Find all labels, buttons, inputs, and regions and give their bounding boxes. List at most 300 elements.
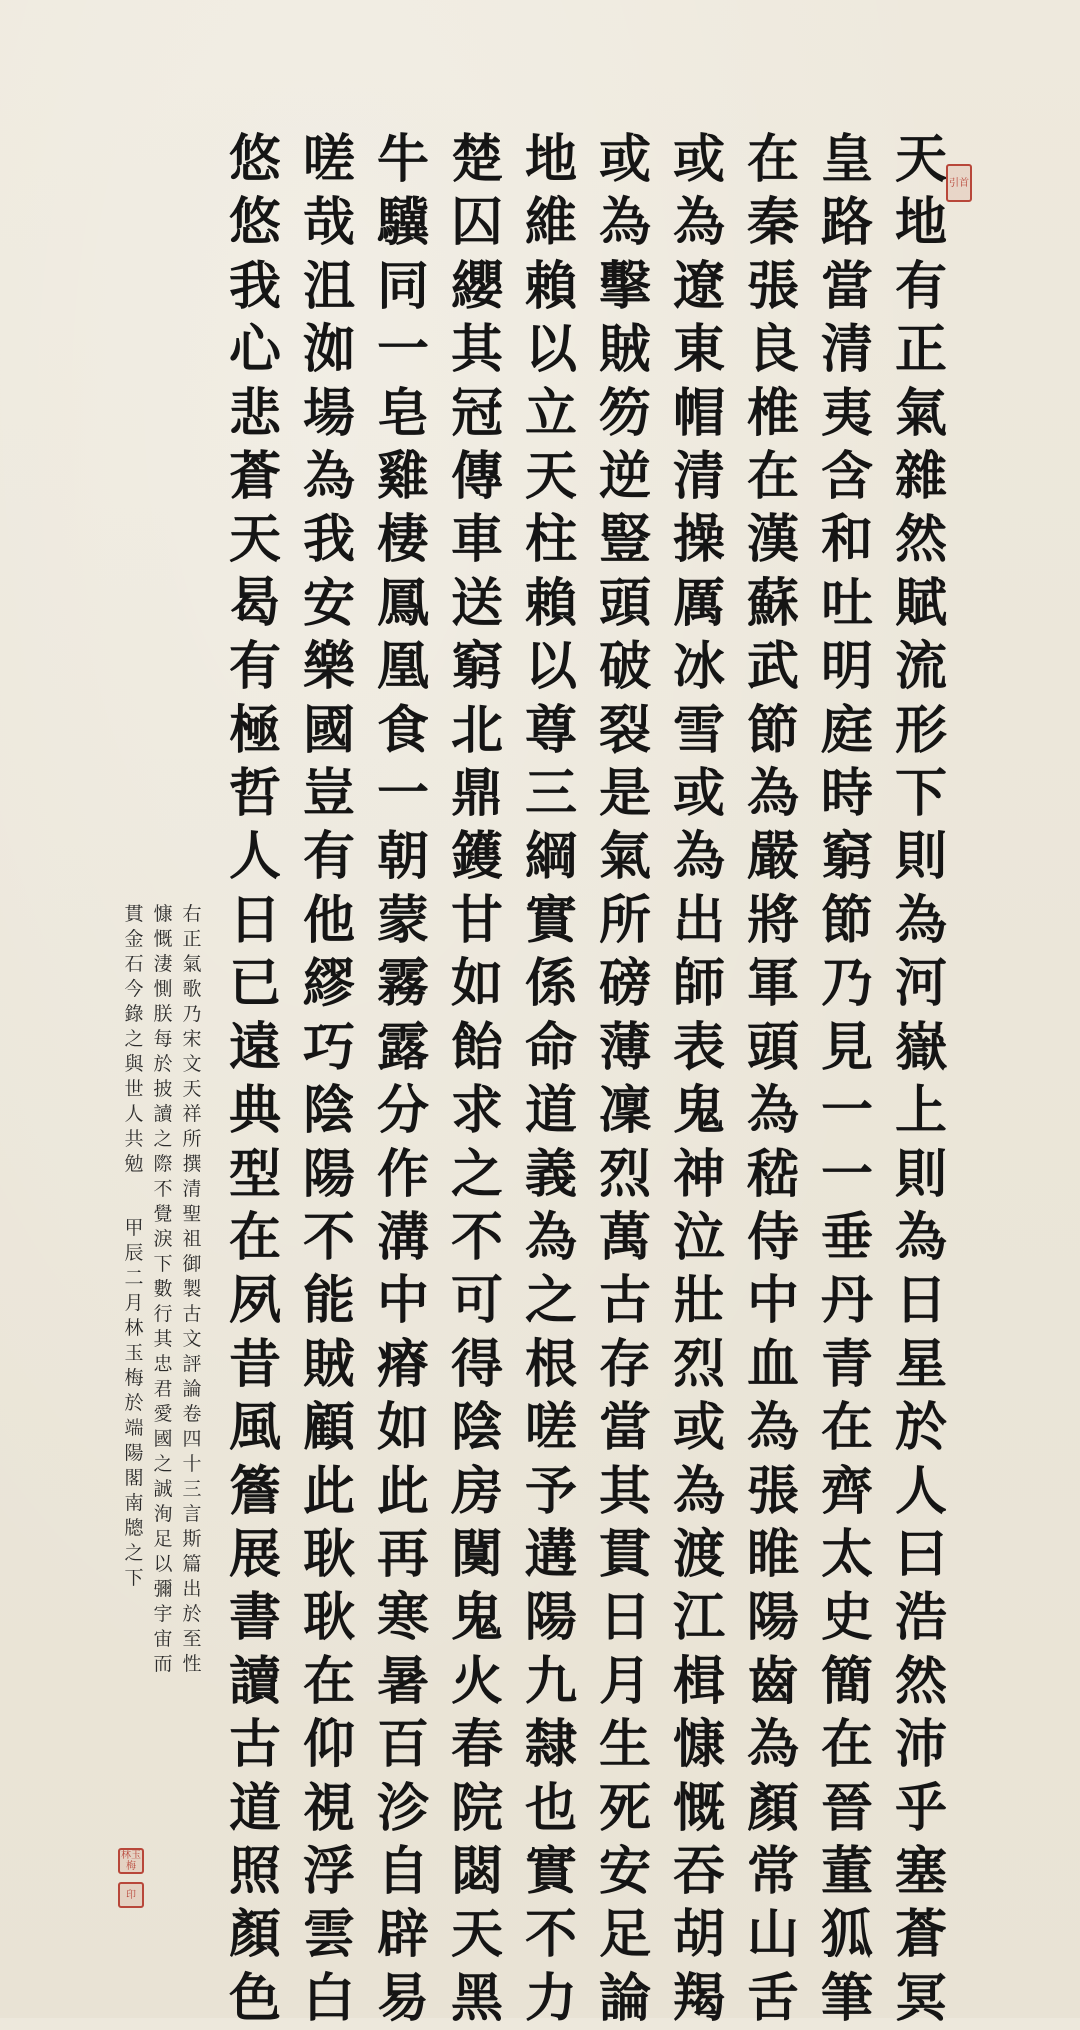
character: 或 [672,129,725,190]
character: 一 [376,319,429,381]
character: 石 [124,953,144,975]
character: 逆 [598,446,651,508]
character: 足 [153,1528,173,1550]
character: 我 [228,255,281,317]
character: 為 [302,446,355,508]
character: 三 [524,763,577,825]
character: 棲 [376,509,429,571]
character: 火 [450,1650,503,1712]
character: 陰 [302,1080,355,1142]
character: 夙 [228,1270,281,1332]
character: 董 [820,1840,873,1902]
character: 蒼 [228,446,281,508]
character: 凜 [598,1080,651,1142]
character: 道 [228,1777,281,1839]
character: 飴 [450,1016,503,1078]
character: 為 [672,1460,725,1522]
character: 乃 [820,953,873,1015]
character: 曷 [228,572,281,634]
character: 泣 [672,1206,725,1268]
character: 然 [894,1650,947,1712]
character: 甲 [124,1217,144,1239]
leading-seal-text: 引首 [949,177,969,189]
character: 閣 [124,1467,144,1489]
character: 為 [746,1714,799,1776]
studio-seal [118,1882,144,1908]
character: 破 [598,636,651,698]
character: 之 [153,1453,173,1475]
character: 悲 [228,382,281,444]
character: 齒 [746,1650,799,1712]
character: 十 [182,1453,202,1475]
poem-column-4 [662,128,736,2030]
character: 院 [450,1777,503,1839]
character: 楫 [672,1650,725,1712]
character: 歌 [182,978,202,1000]
character: 天 [524,446,577,508]
character: 將 [746,889,799,951]
character: 典 [228,1080,281,1142]
character: 而 [153,1653,173,1675]
character: 笏 [598,382,651,444]
character: 出 [182,1578,202,1600]
character: 之 [524,1270,577,1332]
character: 與 [124,1053,144,1075]
character: 讀 [153,1103,173,1125]
character: 東 [672,319,725,381]
character: 天 [182,1078,202,1100]
character: 每 [153,1028,173,1050]
character: 祥 [182,1103,202,1125]
character: 一 [820,1080,873,1142]
character: 世 [124,1078,144,1100]
character: 之 [124,1542,144,1564]
character: 頭 [598,572,651,634]
character: 為 [746,1397,799,1459]
character: 之 [124,1028,144,1050]
character: 狐 [820,1904,873,1966]
character: 太 [820,1523,873,1585]
character: 河 [894,953,947,1015]
character: 義 [524,1143,577,1205]
character: 易 [376,1967,429,2029]
character: 貫 [124,903,144,925]
character: 常 [746,1840,799,1902]
character: 冥 [894,1967,947,2029]
character: 裂 [598,699,651,761]
character: 則 [894,1143,947,1205]
character: 遠 [228,1016,281,1078]
character: 節 [820,889,873,951]
character: 慷 [153,903,173,925]
character: 撰 [182,1153,202,1175]
character: 悠 [228,129,281,190]
character: 心 [228,319,281,381]
character: 自 [376,1840,429,1902]
character: 維 [524,192,577,254]
character: 書 [228,1587,281,1649]
character: 辰 [124,1242,144,1264]
character: 簡 [820,1650,873,1712]
character: 蒙 [376,889,429,951]
character: 皂 [376,382,429,444]
character: 時 [820,763,873,825]
character: 仰 [302,1714,355,1776]
character: 彌 [153,1578,173,1600]
character: 牛 [376,129,429,190]
character: 窮 [820,826,873,888]
character: 國 [153,1428,173,1450]
character: 一 [820,1143,873,1205]
character: 武 [746,636,799,698]
character: 陽 [524,1587,577,1649]
character: 言 [182,1503,202,1525]
character: 流 [894,636,947,698]
character: 冠 [450,382,503,444]
character: 論 [182,1378,202,1400]
character: 形 [894,699,947,761]
character: 烈 [598,1143,651,1205]
character: 二 [124,1267,144,1289]
character: 在 [746,446,799,508]
character: 為 [894,889,947,951]
character: 暑 [376,1650,429,1712]
character: 當 [598,1397,651,1459]
character: 浩 [894,1587,947,1649]
character: 帽 [672,382,725,444]
character: 此 [302,1460,355,1522]
character: 其 [598,1460,651,1522]
character: 能 [302,1270,355,1332]
character: 哲 [228,763,281,825]
character: 中 [376,1270,429,1332]
character: 正 [894,319,947,381]
character: 為 [598,192,651,254]
character: 不 [524,1904,577,1966]
character: 尊 [524,699,577,761]
character: 君 [153,1378,173,1400]
character: 他 [302,889,355,951]
inscription-column-3 [122,902,146,1177]
character: 勉 [124,1153,144,1175]
character: 胡 [672,1904,725,1966]
character: 之 [450,1143,503,1205]
character: 舌 [746,1967,799,2029]
character: 秦 [746,192,799,254]
character: 遘 [524,1523,577,1585]
character: 春 [450,1714,503,1776]
character: 淚 [153,1228,173,1250]
character: 耿 [302,1523,355,1585]
character: 沛 [894,1714,947,1776]
character: 性 [182,1653,202,1675]
character: 江 [672,1587,725,1649]
character: 正 [182,928,202,950]
character: 乎 [894,1777,947,1839]
character: 為 [524,1206,577,1268]
character: 浮 [302,1840,355,1902]
character: 送 [450,572,503,634]
character: 九 [524,1650,577,1712]
character: 型 [228,1143,281,1205]
character: 師 [672,953,725,1015]
character: 人 [894,1460,947,1522]
character: 愛 [153,1403,173,1425]
character: 上 [894,1080,947,1142]
character: 係 [524,953,577,1015]
character: 吞 [672,1840,725,1902]
inscription-column-1 [180,902,204,1677]
character: 白 [302,1967,355,2029]
character: 良 [746,319,799,381]
character: 朕 [153,1003,173,1025]
studio-seal-text: 印 [126,1889,136,1901]
character: 於 [182,1603,202,1625]
character: 百 [376,1714,429,1776]
character: 清 [820,319,873,381]
character: 頭 [746,1016,799,1078]
character: 蘇 [746,572,799,634]
character: 操 [672,509,725,571]
character: 下 [153,1253,173,1275]
character: 古 [228,1714,281,1776]
character: 嶽 [894,1016,947,1078]
character: 耿 [302,1587,355,1649]
character: 賊 [598,319,651,381]
character: 為 [672,192,725,254]
character: 際 [153,1153,173,1175]
character: 則 [894,826,947,888]
character: 錄 [124,1003,144,1025]
character: 萬 [598,1206,651,1268]
character: 厲 [672,572,725,634]
character: 安 [598,1840,651,1902]
character: 洳 [302,319,355,381]
character: 洵 [153,1503,173,1525]
character: 沮 [302,255,355,317]
character: 漢 [746,509,799,571]
character: 磅 [598,953,651,1015]
character: 烈 [672,1333,725,1395]
leading-seal [946,164,972,202]
character: 人 [228,826,281,888]
character: 不 [450,1206,503,1268]
character: 安 [302,572,355,634]
character: 日 [894,1270,947,1332]
character: 慨 [672,1777,725,1839]
character: 已 [228,953,281,1015]
character: 雜 [894,446,947,508]
character: 地 [894,192,947,254]
character: 也 [524,1777,577,1839]
character: 出 [672,889,725,951]
character: 見 [820,1016,873,1078]
character: 論 [598,1967,651,2029]
character: 鬼 [450,1587,503,1649]
character: 古 [598,1270,651,1332]
character: 傳 [450,446,503,508]
character: 所 [182,1128,202,1150]
character: 忠 [153,1353,173,1375]
character: 椎 [746,382,799,444]
character: 實 [524,1840,577,1902]
character: 閟 [450,1840,503,1902]
name-seal-text: 林玉梅 [121,1850,141,1872]
character: 明 [820,636,873,698]
character: 筆 [820,1967,873,2029]
character: 在 [820,1714,873,1776]
character: 數 [153,1278,173,1300]
character: 柱 [524,509,577,571]
name-seal [118,1848,144,1874]
character: 鬼 [672,1080,725,1142]
character: 生 [598,1714,651,1776]
character: 覺 [153,1203,173,1225]
character: 作 [376,1143,429,1205]
character: 下 [894,763,947,825]
character: 樂 [302,636,355,698]
character: 侍 [746,1206,799,1268]
character: 再 [376,1523,429,1585]
character: 顧 [302,1397,355,1459]
character: 陰 [450,1397,503,1459]
character: 路 [820,192,873,254]
character: 足 [598,1904,651,1966]
character: 豈 [302,763,355,825]
character: 所 [598,889,651,951]
character: 之 [153,1128,173,1150]
character: 北 [450,699,503,761]
character: 其 [450,319,503,381]
character: 賦 [894,572,947,634]
character: 賴 [524,255,577,317]
character: 四 [182,1428,202,1450]
character: 文 [182,1328,202,1350]
character: 極 [228,699,281,761]
character: 國 [302,699,355,761]
character: 含 [820,446,873,508]
character: 讀 [228,1650,281,1712]
inscription-signature [122,1216,146,1591]
character: 道 [524,1080,577,1142]
character: 雲 [302,1904,355,1966]
character: 惻 [153,978,173,1000]
character: 齊 [820,1460,873,1522]
character: 陽 [302,1143,355,1205]
character: 不 [302,1206,355,1268]
character: 林 [124,1317,144,1339]
character: 史 [820,1587,873,1649]
character: 古 [182,1303,202,1325]
character: 宙 [153,1628,173,1650]
character: 為 [746,763,799,825]
character: 天 [450,1904,503,1966]
character: 梅 [124,1367,144,1389]
character: 三 [182,1478,202,1500]
character: 楚 [450,129,503,190]
character: 死 [598,1777,651,1839]
character: 為 [746,1080,799,1142]
character: 遼 [672,255,725,317]
character: 然 [894,509,947,571]
poem-column-6 [514,128,588,2030]
character: 色 [228,1967,281,2029]
character: 夷 [820,382,873,444]
character: 在 [746,129,799,190]
character: 黑 [450,1967,503,2029]
character: 是 [598,763,651,825]
character: 晉 [820,1777,873,1839]
character: 實 [524,889,577,951]
character: 有 [894,255,947,317]
character: 擊 [598,255,651,317]
character: 場 [302,382,355,444]
character: 哉 [302,192,355,254]
character: 一 [376,763,429,825]
character: 立 [524,382,577,444]
character: 塞 [894,1840,947,1902]
character: 金 [124,928,144,950]
character: 以 [524,319,577,381]
poem-column-7 [440,128,514,2030]
character: 鼎 [450,763,503,825]
character: 賴 [524,572,577,634]
character: 此 [376,1460,429,1522]
character: 以 [524,636,577,698]
character: 聖 [182,1203,202,1225]
character: 有 [228,636,281,698]
character: 曰 [894,1523,947,1585]
character: 顏 [228,1904,281,1966]
character: 存 [598,1333,651,1395]
character: 貫 [598,1523,651,1585]
character: 清 [182,1178,202,1200]
character: 或 [672,1397,725,1459]
character: 渡 [672,1523,725,1585]
character: 在 [820,1397,873,1459]
character: 雞 [376,446,429,508]
character: 氣 [894,382,947,444]
character: 端 [124,1417,144,1439]
character: 青 [820,1333,873,1395]
character: 壯 [672,1270,725,1332]
character: 披 [153,1078,173,1100]
character: 得 [450,1333,503,1395]
character: 在 [302,1650,355,1712]
poem-column-1 [884,128,958,2030]
character: 分 [376,1080,429,1142]
character: 視 [302,1777,355,1839]
character: 為 [672,826,725,888]
character: 巧 [302,1016,355,1078]
character: 宋 [182,1028,202,1050]
character: 誠 [153,1478,173,1500]
character: 沴 [376,1777,429,1839]
character: 嗟 [302,129,355,190]
character: 命 [524,1016,577,1078]
character: 綱 [524,826,577,888]
character: 窮 [450,636,503,698]
character: 蒼 [894,1904,947,1966]
character: 評 [182,1353,202,1375]
character: 房 [450,1460,503,1522]
character: 神 [672,1143,725,1205]
character: 月 [124,1292,144,1314]
character: 嵇 [746,1143,799,1205]
character: 乃 [182,1003,202,1025]
character: 嗟 [524,1397,577,1459]
character: 如 [376,1397,429,1459]
